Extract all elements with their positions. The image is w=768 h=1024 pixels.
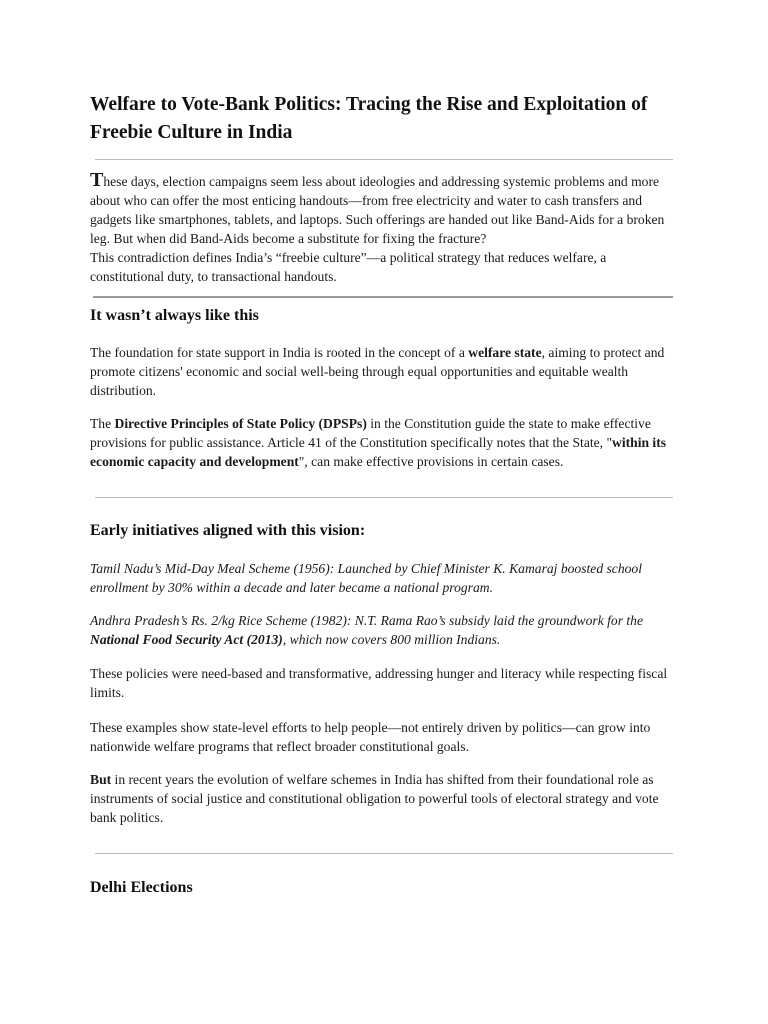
- bold-term: welfare state: [468, 345, 542, 360]
- intro-paragraph: [90, 171, 682, 286]
- section-heading: Delhi Elections: [90, 879, 193, 896]
- welfare-state-paragraph: [90, 343, 682, 400]
- paragraph-text: in recent years the evolution of welfare schemes in India has shifted from their foundational role as instruments of social justice and constitutional obligation to powerful tools of electoral strategy and vote bank politics.: [90, 772, 659, 825]
- mid-day-meal-item: Tamil Nadu’s Mid-Day Meal Scheme (1956): Launched by Chief Minister K. Kamaraj boosted school enrollment by 30% within a decade and later became a national program.: [90, 561, 643, 595]
- divider: [93, 296, 673, 298]
- bold-term: National Food Security Act (2013): [90, 632, 283, 647]
- paragraph-text: in the Constitution guide the state to make effective provisions for public assistance. Article 41 of the Constitution specifically notes that the State, ": [90, 416, 651, 450]
- paragraph-text: ", can make effective provisions in certain cases.: [298, 454, 564, 469]
- bold-term: Directive Principles of State Policy (DPSPs): [114, 416, 367, 431]
- dpsp-paragraph: [90, 414, 682, 471]
- intro-first-sentence: [90, 171, 682, 248]
- paragraph-text: The foundation for state support in India is rooted in the concept of a: [90, 345, 469, 360]
- divider: [95, 497, 673, 498]
- intro-text: hese days, election campaigns seem less about ideologies and addressing systemic problems and more about who can offer the most enticing handouts—from free electricity and water to cash transfers and gadgets like smartphones, tablets, and laptops. Such offerings are handed out like Band-Aids for a broken leg. But when did Band-Aids become a substitute for fixing the fracture?: [90, 174, 665, 246]
- paragraph-text: , which now covers 800 million Indians.: [282, 632, 501, 647]
- policies-paragraph: These policies were need-based and transformative, addressing hunger and literacy while respecting fiscal limits.: [90, 666, 668, 700]
- examples-paragraph: These examples show state-level efforts to help people—not entirely driven by politics—can grow into nationwide welfare programs that reflect broader constitutional goals.: [90, 720, 651, 754]
- bold-term: But: [90, 772, 112, 787]
- shift-paragraph: [90, 770, 682, 827]
- divider: [95, 853, 673, 854]
- drop-cap: T: [90, 169, 104, 191]
- article-title: Welfare to Vote-Bank Politics: Tracing the Rise and Exploitation of Freebie Culture in India: [90, 94, 648, 143]
- bold-term: within its economic capacity and development: [90, 435, 667, 469]
- paragraph-text: , aiming to protect and promote citizens' economic and social well-being through equal opportunities and equitable wealth distribution.: [90, 345, 665, 398]
- section-heading: It wasn’t always like this: [90, 307, 259, 324]
- section-heading: Early initiatives aligned with this vision:: [90, 522, 366, 539]
- rice-scheme-item: [90, 611, 682, 649]
- paragraph-text: Andhra Pradesh’s Rs. 2/kg Rice Scheme (1982): N.T. Rama Rao’s subsidy laid the groundwork for the: [90, 613, 644, 628]
- divider: [95, 159, 673, 160]
- paragraph-text: The: [90, 416, 115, 431]
- intro-second-sentence: This contradiction defines India’s “freebie culture”—a political strategy that reduces welfare, a constitutional duty, to transactional handouts.: [90, 250, 607, 284]
